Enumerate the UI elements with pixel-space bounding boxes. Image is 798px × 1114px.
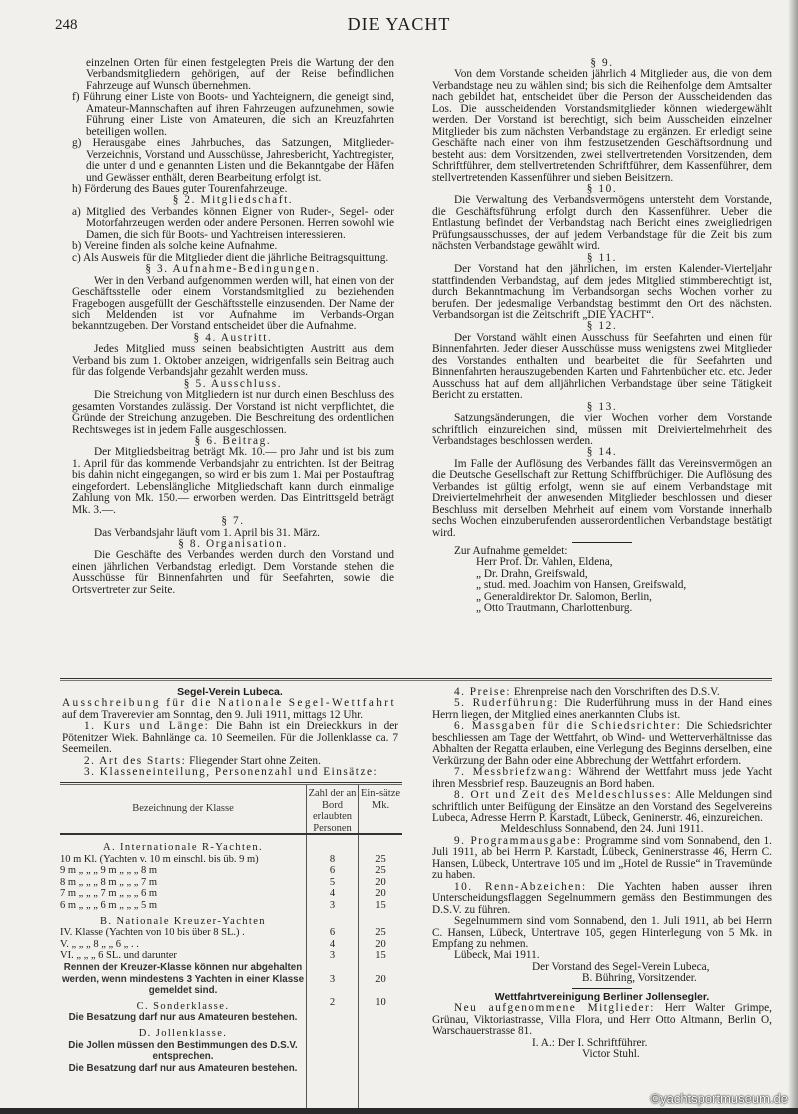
section-heading: § 6. Beitrag.	[194, 434, 272, 447]
paragraph-text: Herr Walter Grimpe, Grünau, Viktoriastrasse, Villa Flora, und Herr Otto Altmann, Berlin O, Warschauerstrasse 81.	[432, 1002, 772, 1038]
item-text: Als Ausweis für die Mitglieder dient die jährliche Beitragsquittung.	[82, 251, 389, 264]
paragraph: Die Streichung von Mitgliedern ist nur durch einen Beschluss des gesamten Vorstandes zulässig. Der Vorstand ist nicht verpflichtet, die Gründe der Streichung anzugeben. Die Beschreitung des ordentlichen Rechtsweges ist in jedem Falle ausgeschlossen.	[72, 389, 394, 436]
item-text: Mitglied des Verbandes können Eigner von Ruder-, Segel- oder Motorfahrzeugen werden oder andere Personen. Herren sowohl wie Damen, die sich für Boots- und Yachtreisen interessieren.	[86, 205, 394, 241]
numbered-paragraph	[62, 721, 398, 755]
group-title: A. Internationale R-Yachten.	[102, 842, 264, 853]
header-fee: Ein-sätze Mk.	[358, 785, 402, 833]
table-note: Die Besatzung darf nur aus Amateuren bestehen.	[68, 1012, 298, 1024]
paragraph: Von dem Vorstande scheiden jährlich 4 Mitglieder aus, die von dem Verbandstage neu zu wählen sind; bis sich die Reihenfolge dem Amtsalter nach gebildet hat, entscheidet über die Person der Ausscheidenden das Los. Die ausscheidenden Vorstandsmitglieder können wiedergewählt werden. Der Vorstand ist berechtigt, sich beim Ausscheiden einzelner Mitglieder bis zum nächsten Verbandstage zu ergänzen. Er erledigt seine Geschäfte nach einer von ihm festzusetzenden Geschäftsordnung und besteht aus: dem Vorsitzenden, zwei stellvertretenden Vorsitzenden, dem Schriftführer, dem stellvertretenden Schriftführer, dem Kassenführer, dem stellvertretenden Kassenführer und sieben Beisitzern.	[432, 68, 772, 184]
table-row-class: 7 m „ „ „ 7 m „ „ „ 6 m	[60, 888, 158, 900]
paragraph-text: Während der Wettfahrt muss jede Yacht ihren Messbrief resp. Bauzeugnis an Bord haben.	[432, 766, 772, 790]
lubeca-announcement	[62, 687, 398, 779]
numbered-paragraph	[432, 836, 772, 882]
paragraph-text: Die Yachten haben ausser ihren Unterscheidungsflaggen Segelnummern gemäss den Bestimmungen des D.S.V. zu führen.	[432, 880, 772, 916]
item-label: h)	[72, 182, 82, 195]
header-class: Bezeichnung der Klasse	[132, 803, 234, 815]
centered-line: Meldeschluss Sonnabend, den 24. Juni 1911.	[500, 823, 704, 836]
item-text: Vereine finden als solche keine Aufnahme.	[84, 240, 278, 253]
group-title: B. Nationale Kreuzer-Yachten	[100, 915, 266, 927]
table-row-fee: 15	[375, 899, 386, 911]
section-heading: § 3. Aufnahme-Bedingungen.	[145, 263, 321, 276]
section-heading: § 10.	[586, 182, 618, 195]
table-row-persons: 6	[329, 865, 336, 877]
table-row-persons: 2	[329, 996, 336, 1008]
paragraph-text: Programme sind vom Sonnabend, den 1. Juli 1911, ab bei Herrn P. Karstadt, Lübeck, Geninerstrasse 46, Herrn C. Hansen, Lübeck, Untertrave 105 und im „Hotel de Russie“ in Travemünde zu haben.	[432, 834, 772, 882]
paragraph-text: Die Schiedsrichter beschliessen am Tage der Wettfahrt, ob Wind- und Wetterverhältnisse das Abhalten der Regatta erlauben, eine Verlegung des Beginns derselben, eine Verkürzung der Bahn oder eine Abbrechung der Wettfahrt erfordern.	[432, 720, 773, 767]
list-item	[72, 207, 394, 241]
signature-line: I. A.: Der I. Schriftführer.	[532, 1036, 648, 1049]
member-name: „ Generaldirektor Dr. Salomon, Berlin,	[476, 590, 652, 603]
member-name: Herr Prof. Dr. Vahlen, Eldena,	[476, 556, 613, 569]
item-label: b)	[72, 240, 82, 253]
signature-name: Victor Stuhl.	[582, 1048, 640, 1061]
numbered-paragraph	[432, 698, 772, 721]
paragraph-lead: 3. Klasseneinteilung, Personenzahl und Einsätze:	[84, 766, 379, 779]
table-row-class: VI. „ „ „ 6 SL. und darunter	[60, 950, 177, 962]
paragraph-lead: 9. Programmausgabe:	[454, 834, 582, 847]
table-row-fee: 10	[375, 996, 386, 1008]
numbered-paragraph	[432, 882, 772, 916]
note-spacer	[359, 1020, 402, 1032]
paragraph-lead: 8. Ort und Zeit des Meldeschlusses:	[454, 789, 673, 802]
table-row-fee: 20	[375, 888, 386, 900]
section-heading: § 4. Austritt.	[193, 331, 273, 344]
table-row-persons: 3	[329, 899, 336, 911]
table-row-class: 9 m „ „ „ 9 m „ „ „ 8 m	[60, 865, 158, 877]
paragraph-lead: 10. Renn-Abzeichen:	[454, 880, 587, 893]
table-row-class: 6 m „ „ „ 6 m „ „ „ 5 m	[60, 899, 158, 911]
table-row-fee: 20	[375, 938, 386, 950]
note-spacer	[307, 1008, 358, 1020]
member-name: „ Dr. Drahn, Greifswald,	[476, 567, 588, 580]
paragraph: Wer in den Verband aufgenommen werden will, hat einen von der Geschäftsstelle oder einem Vorstandsmitglied zu beziehenden Fragebogen ausgefüllt der Geschäftsstelle einzusenden. Der Name der sich Meldenden ist vor Aufnahme im Verbands-Organ bekanntzugeben. Der Vorstand entscheidet über die Aufnahme.	[72, 274, 394, 333]
numbered-paragraph	[432, 721, 772, 767]
paragraph-lead: 1. Kurs und Länge:	[84, 720, 210, 733]
section-heading: § 14.	[586, 446, 618, 459]
paragraph: Der Vorstand hat den jährlichen, im ersten Kalender-Vierteljahr stattfindenden Verbandstag, auf dem jedes Mitglied stimmberechtigt ist, durch Bekanntmachung im Verbandsorgan sechs Wochen vorher zu berufen. Der jedesmalige Verbandstag bestimmt den Ort des nächsten. Verbandsorgan ist die Zeitschrift „DIE YACHT“.	[432, 263, 772, 321]
numbered-paragraph	[432, 790, 772, 824]
table-header	[60, 785, 402, 835]
table-body	[60, 835, 402, 1109]
member-name: „ stud. med. Joachim von Hansen, Greifswald,	[476, 579, 687, 592]
section-heading: § 2. Mitgliedschaft.	[172, 194, 294, 207]
note-spacer	[307, 962, 358, 974]
table-row-fee: 20	[375, 876, 386, 888]
paragraph: Jedes Mitglied muss seinen beabsichtigten Austritt aus dem Verband bis zum 1. Oktober anzeigen, widrigenfalls sein Beitrag auch für das folgende Verbandsjahr gezahlt werden muss.	[72, 343, 394, 379]
list-item	[72, 92, 394, 138]
paragraph-text: Ehrenpreise nach den Vorschriften des D.S.V.	[513, 686, 720, 698]
watermark: ©yachtsportmuseum.de	[650, 1091, 788, 1106]
table-note: Die Jollen müssen den Bestimmungen des D.S.V. entsprechen.	[68, 1039, 298, 1063]
section-heading: § 5. Ausschluss.	[183, 377, 283, 390]
paragraph-lead: 2. Art des Starts:	[84, 754, 187, 767]
paragraph: Das Verbandsjahr läuft vom 1. April bis 31. März.	[94, 526, 321, 539]
table-row-persons: 4	[329, 888, 336, 900]
section-heading: § 9.	[590, 57, 614, 69]
table-note: Rennen der Kreuzer-Klasse können nur abgehalten werden, wenn mindestens 3 Yachten in einer Klasse gemeldet sind.	[61, 961, 305, 997]
item-label: c)	[72, 251, 81, 264]
signature-name: B. Bühring, Vorsitzender.	[582, 972, 697, 985]
table-row-persons: 6	[329, 927, 336, 939]
paragraph: Die Verwaltung des Verbandsvermögens untersteht dem Vorstande, die Geschäftsführung erfolgt durch den Kassenführer. Ueber die Entlastung befindet der Verbandstag nach Bericht eines zweigliedrigen Prüfungsausschusses, der auf jedem Verbandstage für die Zeit bis zum nächsten Verbandstage gewählt wird.	[432, 194, 772, 253]
table-row-class: IV. Klasse (Yachten von 10 bis über 8 SL.) .	[60, 927, 245, 939]
left-column-statutes	[72, 58, 394, 596]
group-title: D. Jollenklasse.	[138, 1027, 228, 1039]
header-persons: Zahl der an Bord erlaubten Personen	[306, 785, 358, 833]
table-row-fee: 25	[375, 853, 386, 865]
table-row-fee: 25	[375, 865, 386, 877]
group-spacer	[307, 912, 358, 928]
section-heading: § 12.	[586, 320, 618, 333]
page-bottom-edge	[0, 1108, 798, 1114]
article-title: Segel-Verein Lubeca.	[177, 686, 283, 698]
table-note: Die Besatzung darf nur aus Amateuren bestehen.	[68, 1062, 298, 1074]
right-column-statutes	[432, 58, 772, 615]
lubeca-rules-and-jollensegler	[432, 687, 772, 1061]
page-title: DIE YACHT	[347, 14, 451, 34]
table-row-class: V. „ „ „ 8 „ „ 6 „ . .	[60, 938, 139, 950]
paragraph: Die Geschäfte des Verbandes werden durch den Vorstand und einen jährlichen Verbandstag erledigt. Dem Vorstande stehen die Ausschüsse für Binnenfahrten und für Seefahrten, sowie die Ortsvertreter zur Seite.	[72, 549, 394, 596]
paragraph: Im Falle der Auflösung des Verbandes fällt das Vereinsvermögen an die Deutsche Gesellschaft zur Rettung Schiffbrüchiger. Die Auflösung des Verbandes ist gültig erfolgt, wenn sie auf einem Verbandstage mit Dreiviertelmehrheit der anwesenden Mitglieder beschlossen und dieser Beschluss mit derselben Mehrheit auf einem vom Vorstande innerhalb sechs Wochen einzuberufenden ausserordentlichen Verbandstage bestätigt wird.	[432, 457, 772, 539]
section-heading: § 13.	[586, 400, 618, 413]
numbered-paragraph	[62, 767, 398, 778]
group-spacer	[359, 912, 402, 928]
spaced-heading-line: Ausschreibung für die Nationale Segel-Wettfahrt	[62, 697, 396, 710]
paragraph-lead: Neu aufgenommene Mitglieder:	[454, 1002, 655, 1015]
table-row-fee: 25	[375, 927, 386, 939]
member-name: „ Otto Trautmann, Charlottenburg.	[476, 602, 633, 615]
article-title: Wettfahrtvereinigung Berliner Jollensegler.	[494, 990, 710, 1003]
group-spacer	[359, 838, 402, 854]
divider-rule	[572, 988, 632, 989]
numbered-paragraph	[432, 767, 772, 790]
table-row-class: 8 m „ „ „ 8 m „ „ „ 7 m	[60, 876, 158, 888]
item-text: Förderung des Baues guter Tourenfahrzeuge.	[84, 182, 288, 195]
paragraph-lead: 7. Messbriefzwang:	[454, 766, 573, 779]
group-title: C. Sonderklasse.	[136, 1000, 230, 1012]
list-item-continuation: einzelnen Orten für einen festgelegten Preis die Wartung der den Verbandsmitgliedern gehörigen, auf der Reise befindlichen Fahrzeuge auf Wunsch übernehmen.	[86, 57, 394, 92]
item-label: a)	[72, 205, 81, 218]
table-row-fee: 20	[375, 973, 386, 985]
section-divider	[60, 678, 772, 681]
note-spacer	[359, 985, 402, 997]
item-label: f)	[72, 91, 80, 104]
divider-rule	[572, 542, 632, 543]
table-row-class: 10 m Kl. (Yachten v. 10 m einschl. bis üb. 9 m)	[60, 853, 259, 865]
table-row-persons: 3	[329, 950, 336, 962]
paragraph: Der Mitgliedsbeitrag beträgt Mk. 10.— pro Jahr und ist bis zum 1. April für das kommende Verbandsjahr zu entrichten. Ist der Beitrag bis dahin nicht eingegangen, so wird er bis zum 1. Mai per Postauftrag eingefordert. Lebenslängliche Mitgliedschaft kann durch einmalige Zahlung von Mk. 150.— erworben werden. Das Eintrittsgeld beträgt Mk. 3.—.	[72, 446, 394, 516]
item-text: Führung einer Liste von Boots- und Yachteignern, die geneigt sind, Amateur-Mannschaften auf ihren Fahrzeugen aufzunehmen, sowie Führung einer Liste von Amateuren, die sich an Kreuzfahrten beteiligen wollen.	[83, 91, 394, 138]
paragraph: Lübeck, Mai 1911.	[454, 949, 540, 962]
paragraph: Satzungsänderungen, die vier Wochen vorher dem Vorstande schriftlich einzureichen sind, müssen mit Dreiviertelmehrheit des Verbandstages beschlossen werden.	[432, 412, 772, 447]
numbered-paragraph	[432, 1003, 772, 1037]
table-row-persons: 5	[329, 876, 336, 888]
table-row-fee: 15	[375, 950, 386, 962]
table-row-persons: 8	[329, 853, 336, 865]
note-spacer	[359, 962, 402, 974]
paragraph-lead: 6. Massgaben für die Schiedsrichter:	[454, 720, 682, 733]
note-spacer	[307, 985, 358, 997]
table-row-persons: 3	[329, 973, 336, 985]
section-heading: § 7.	[221, 515, 245, 528]
note-spacer	[307, 1020, 358, 1032]
class-table	[60, 782, 402, 1112]
table-row-persons: 4	[329, 938, 336, 950]
page-edge-shadow	[788, 0, 798, 1114]
signature-line: Der Vorstand des Segel-Verein Lubeca,	[532, 960, 710, 973]
list-item	[72, 138, 394, 184]
paragraph-text: Die Ruderführung muss in der Hand eines Herrn liegen, der Mitglied eines anerkannten Clubs ist.	[432, 697, 772, 721]
paragraph-text: Alle Meldungen sind schriftlich unter Beifügung der Einsätze an den Vorstand des Segelvereins Lubeca, Adresse Herrn P. Karstadt, Lübeck, Geninerstr. 46, einzureichen.	[432, 789, 772, 824]
paragraph: Der Vorstand wählt einen Ausschuss für Seefahrten und einen für Binnenfahrten. Jeder dieser Ausschüsse muss wenigstens zwei Mitglieder des Vorstandes enthalten und bearbeitet die für Seefahrten und Binnenfahrten herauszugebenden Karten und Fahrtenbücher etc. etc. Jeder Ausschuss hat auf dem alljährlichen Verbandstage über seine Tätigkeit Bericht zu erstatten.	[432, 331, 772, 402]
paragraph-lead: 5. Ruderführung:	[454, 697, 559, 710]
paragraph-text: Fliegender Start ohne Zeiten.	[189, 754, 321, 767]
note-spacer	[359, 1008, 402, 1020]
paragraph: Zur Aufnahme gemeldet:	[454, 545, 568, 558]
item-label: g)	[72, 137, 82, 150]
paragraph-lead: 4. Preise:	[454, 686, 512, 698]
section-heading: § 8. Organisation.	[178, 538, 288, 551]
item-text: Herausgabe eines Jahrbuches, das Satzungen, Mitglieder-Verzeichnis, Vorstand und Ausschüsse, Jahresbericht, Yachtregister, die unter d und e genannten Listen und die Bekanntgabe der Häfen und Gewässer enthält, deren Bearbeitung erfolgt ist.	[86, 137, 394, 184]
paragraph: auf dem Traverevier am Sonntag, den 9. Juli 1911, mittags 12 Uhr.	[62, 708, 364, 721]
paragraph-text: Die Bahn ist ein Dreieckkurs in der Pötenitzer Wiek. Bahnlänge ca. 10 Seemeilen. Für die Jollenklasse ca. 7 Seemeilen.	[62, 720, 398, 756]
group-spacer	[307, 838, 358, 854]
paragraph: Segelnummern sind vom Sonnabend, den 1. Juli 1911, ab bei Herrn C. Hansen, Lübeck, Untertrave 105, gegen Hinterlegung von 5 Mk. in Empfang zu nehmen.	[432, 915, 772, 950]
section-heading: § 11.	[586, 251, 618, 264]
page-number: 248	[55, 17, 78, 33]
